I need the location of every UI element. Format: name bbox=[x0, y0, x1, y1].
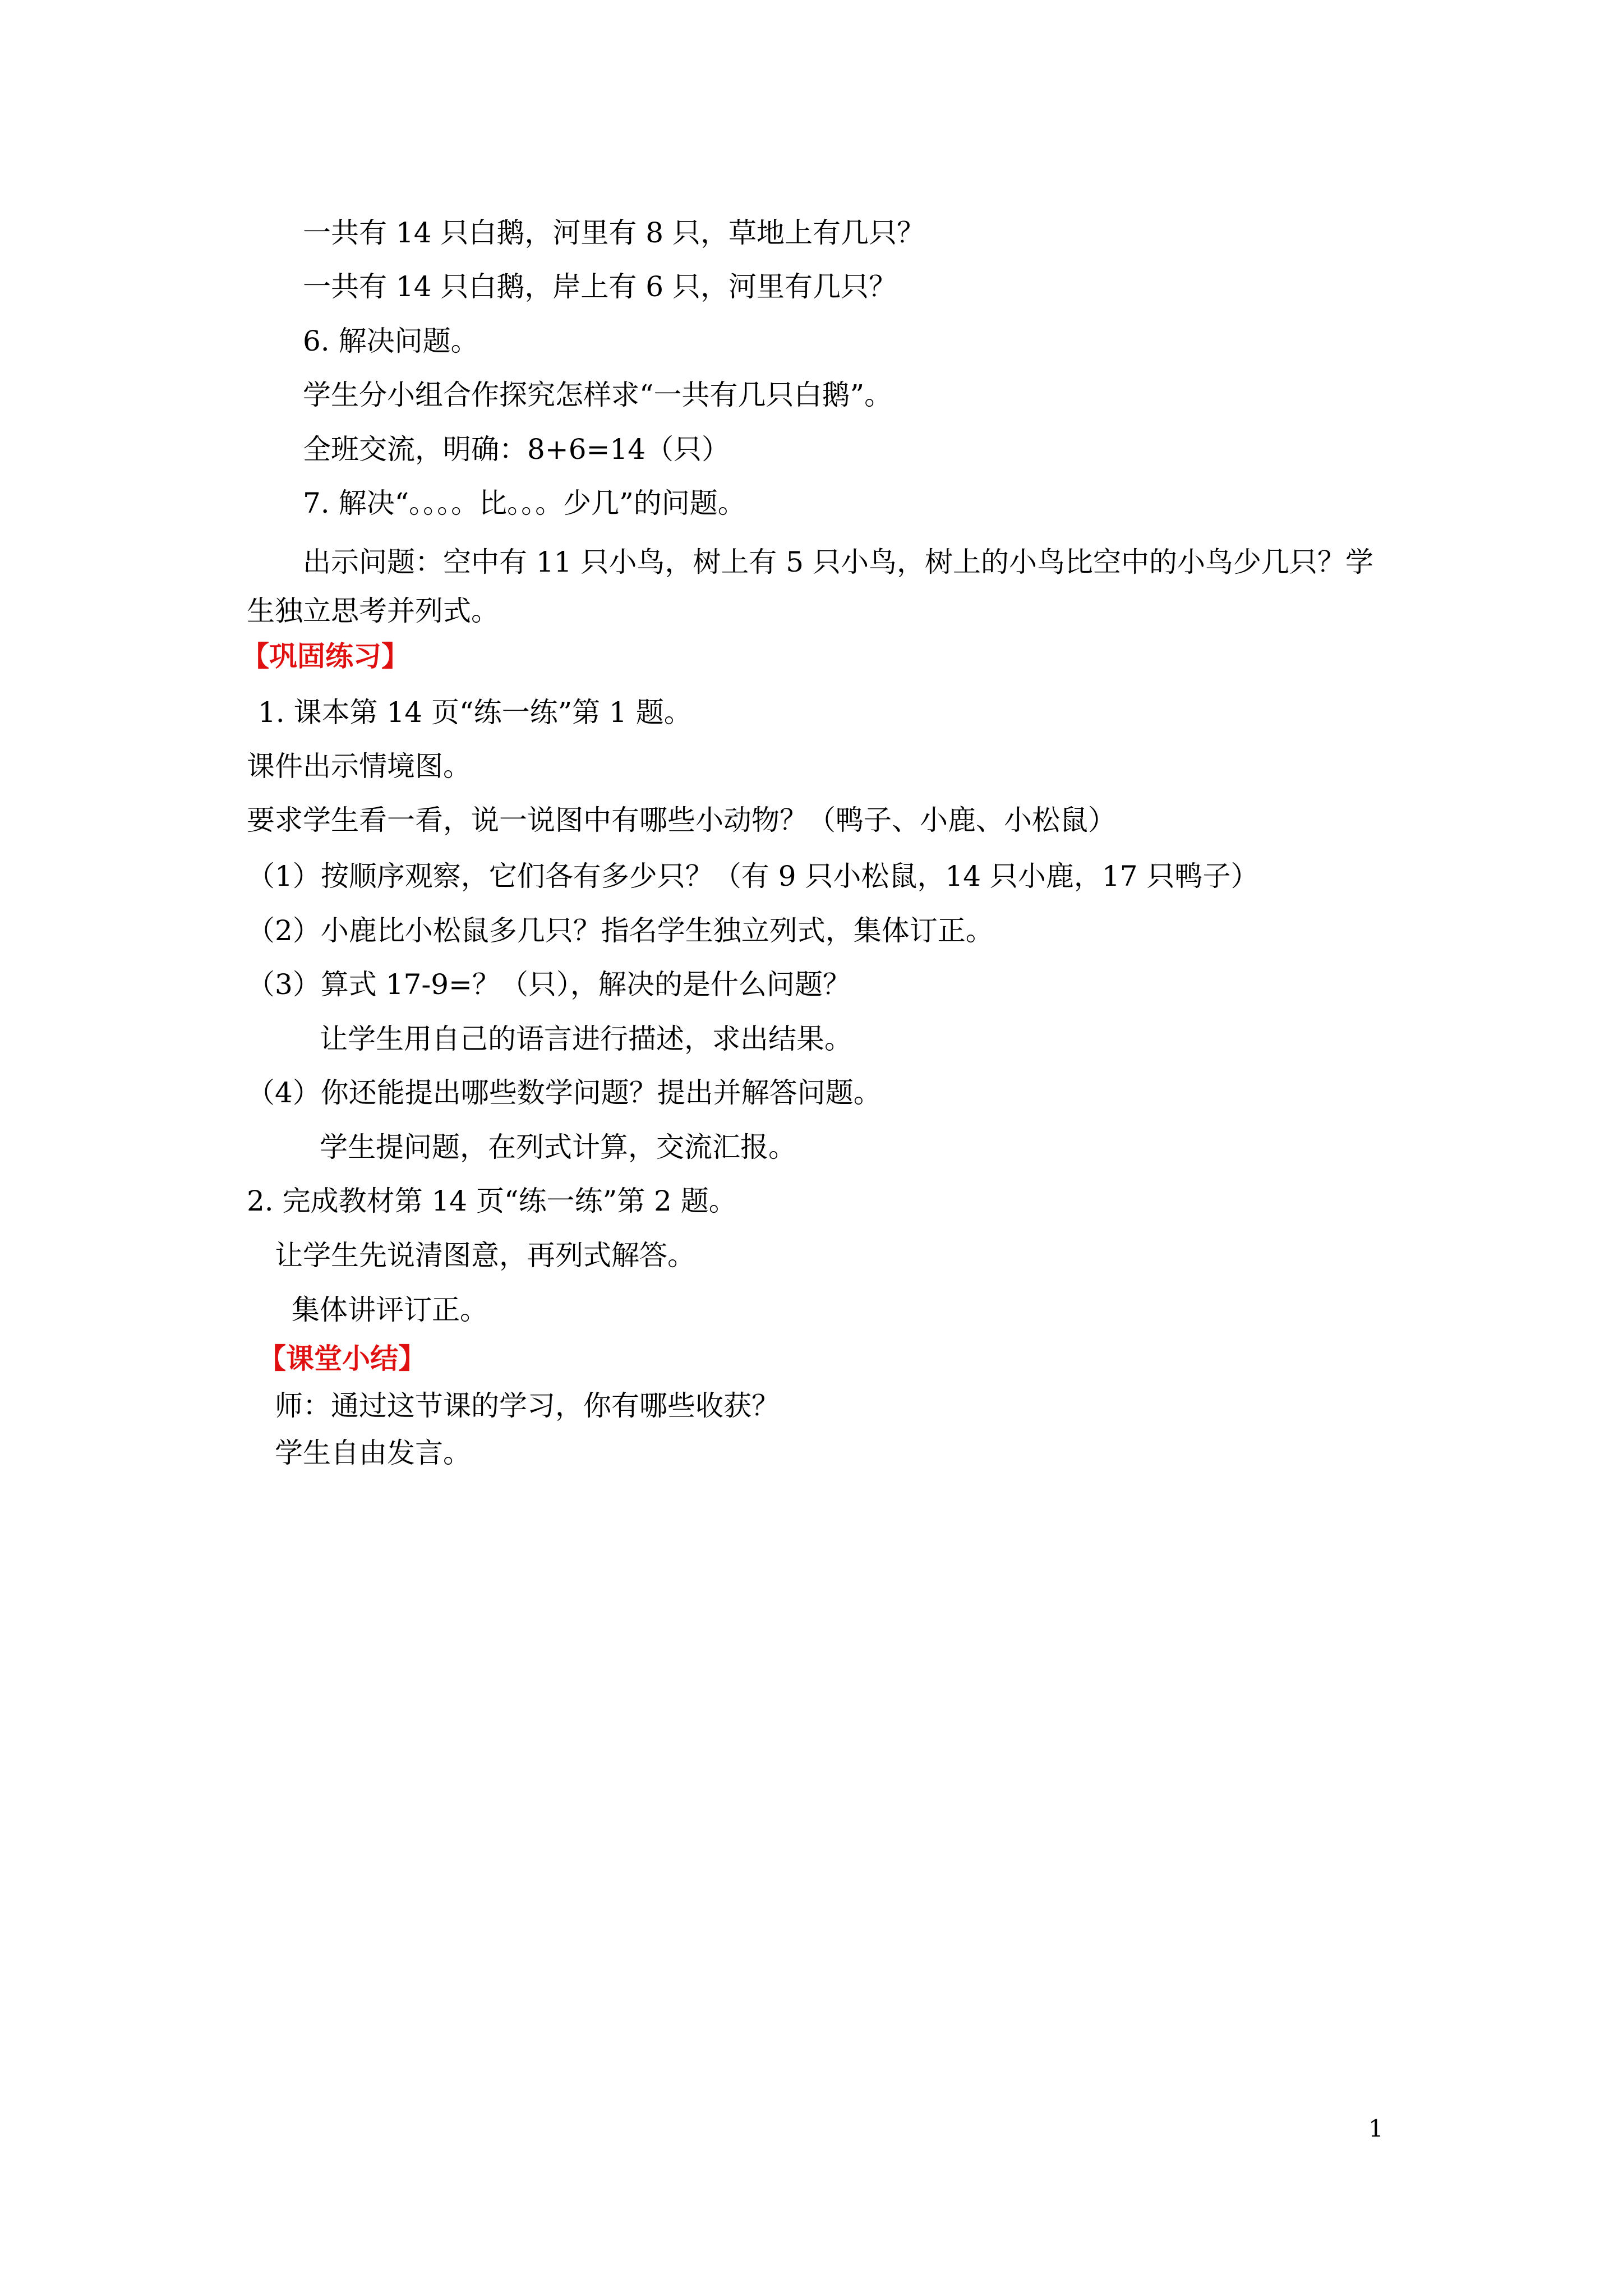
page-number: 1 bbox=[1368, 2115, 1384, 2142]
text-line: 7. 解决“。。。。比。。。少几”的问题。 bbox=[303, 487, 746, 519]
text-line: 师：通过这节课的学习，你有哪些收获？ bbox=[275, 1389, 780, 1422]
text-line: （1）按顺序观察，它们各有多少只？（有 9 只小松鼠，14 只小鹿，17 只鸭子） bbox=[247, 860, 1259, 892]
text-line: 一共有 14 只白鹅，岸上有 6 只，河里有几只？ bbox=[303, 270, 897, 303]
text-line: 1. 课本第 14 页“练一练”第 1 题。 bbox=[258, 696, 692, 729]
text-line: 出示问题：空中有 11 只小鸟，树上有 5 只小鸟，树上的小鸟比空中的小鸟少几只？学 bbox=[303, 546, 1374, 578]
section-heading-practice: 【巩固练习】 bbox=[241, 639, 409, 673]
text-line: 学生提问题，在列式计算，交流汇报。 bbox=[320, 1131, 796, 1163]
text-line: 让学生用自己的语言进行描述，求出结果。 bbox=[320, 1023, 852, 1055]
text-line: 学生分小组合作探究怎样求“一共有几只白鹅”。 bbox=[303, 379, 893, 411]
text-line: 学生自由发言。 bbox=[275, 1437, 471, 1469]
text-line: 集体讲评订正。 bbox=[292, 1294, 488, 1326]
text-line: 生独立思考并列式。 bbox=[247, 595, 499, 627]
text-line: 课件出示情境图。 bbox=[247, 750, 471, 783]
text-line: （4）你还能提出哪些数学问题？提出并解答问题。 bbox=[247, 1076, 882, 1109]
text-line: （2）小鹿比小松鼠多几只？指名学生独立列式，集体订正。 bbox=[247, 914, 994, 947]
text-line: 要求学生看一看，说一说图中有哪些小动物？（鸭子、小鹿、小松鼠） bbox=[247, 804, 1116, 836]
text-line: 一共有 14 只白鹅，河里有 8 只，草地上有几只？ bbox=[303, 217, 925, 249]
text-line: 全班交流，明确：8+6=14（只） bbox=[303, 433, 730, 466]
section-heading-summary: 【课堂小结】 bbox=[258, 1342, 426, 1375]
text-line: 6. 解决问题。 bbox=[303, 325, 479, 357]
text-line: 让学生先说清图意，再列式解答。 bbox=[275, 1239, 695, 1272]
text-line: （3）算式 17-9=？（只），解决的是什么问题？ bbox=[247, 968, 851, 1001]
text-line: 2. 完成教材第 14 页“练一练”第 2 题。 bbox=[247, 1185, 737, 1217]
